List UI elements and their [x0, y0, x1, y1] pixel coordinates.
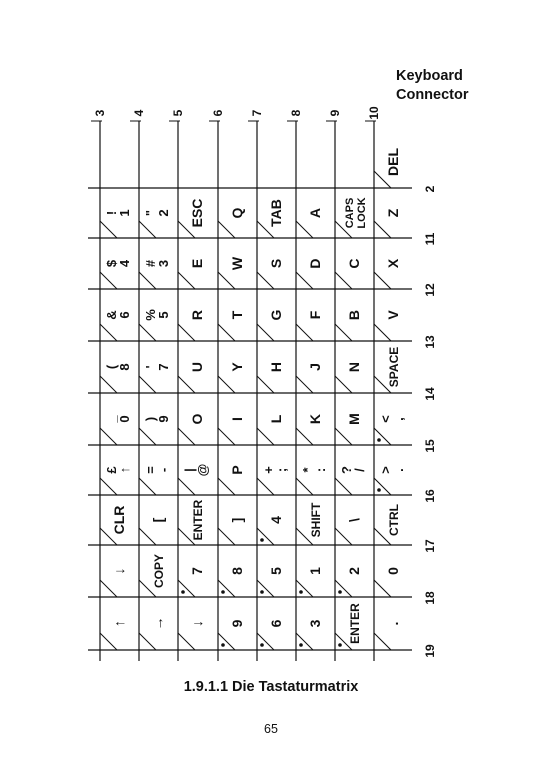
row-pin-label-19: 19: [423, 644, 437, 658]
key-switch-r6-c0: [100, 478, 117, 495]
key-label-r9-c1: →: [150, 616, 166, 631]
key-switch-r2-c4: [257, 272, 274, 289]
key-switch-r2-c6: [335, 272, 352, 289]
key-diode-dot-r6-c7: [377, 488, 381, 492]
key-label-top-r2-c0: $: [104, 259, 119, 268]
key-switch-r9-c3: [218, 633, 235, 650]
key-diode-dot-r8-c5: [299, 590, 303, 594]
key-label-bottom-r3-c1: 5: [156, 311, 171, 319]
key-switch-r8-c3: [218, 580, 235, 597]
key-switch-r6-c2: [178, 478, 195, 495]
key-switch-r4-c6: [335, 376, 352, 393]
key-label-bottom-r1-c0: 1: [117, 209, 132, 217]
key-switch-r8-c4: [257, 580, 274, 597]
key-switch-r3-c7: [374, 324, 391, 341]
key-label-bottom-r1-c1: 2: [156, 209, 171, 217]
key-label-r8-c5: 1: [307, 567, 323, 575]
key-label-r8-c7: 0: [385, 567, 401, 575]
key-diode-dot-r8-c4: [260, 590, 264, 594]
key-label-top-r6-c2: |: [182, 468, 197, 472]
key-label-r5-c4: L: [268, 414, 284, 424]
connector-label-line-1: Keyboard: [396, 68, 463, 84]
key-label-r4-c3: Y: [229, 362, 245, 372]
row-pin-label-14: 14: [423, 387, 437, 401]
key-switch-r5-c5: [296, 428, 313, 445]
key-switch-r7-c4: [257, 528, 274, 545]
key-label-bottom-r6-c4: ;: [274, 467, 289, 473]
key-label-top-r3-c1: %: [143, 309, 158, 321]
key-diode-dot-r9-c5: [299, 643, 303, 647]
key-label-r5-c2: O: [189, 413, 205, 425]
key-label-r2-c3: W: [229, 256, 245, 271]
key-diode-dot-r7-c4: [260, 538, 264, 542]
key-label-bottom-r6-c1: -: [156, 467, 171, 473]
key-switch-r6-c7: [374, 478, 391, 495]
key-label-r2-c7: X: [385, 258, 401, 269]
key-switch-r3-c2: [178, 324, 195, 341]
key-switch-r5-c1: [139, 428, 156, 445]
key-label-r0-c7: DEL: [385, 148, 401, 176]
key-diode-dot-r9-c4: [260, 643, 264, 647]
key-label-r9-c4: 6: [268, 619, 284, 628]
key-switch-r5-c0: [100, 428, 117, 445]
page-number: 65: [264, 722, 278, 736]
key-label-r7-c5: SHIFT: [309, 502, 323, 538]
key-switch-r2-c1: [139, 272, 156, 289]
key-switch-r2-c5: [296, 272, 313, 289]
key-label-r8-c2: 7: [189, 567, 205, 575]
key-diode-dot-r5-c7: [377, 438, 381, 442]
key-switch-r1-c0: [100, 221, 117, 238]
key-label-bottom-r6-c6: /: [352, 468, 367, 472]
key-switch-r5-c6: [335, 428, 352, 445]
key-label-r1-c3: Q: [229, 207, 245, 219]
key-label-bottom-r6-c5: :: [313, 467, 328, 473]
key-switch-r7-c3: [218, 528, 235, 545]
key-label-top-r4-c0: (: [104, 364, 119, 370]
key-switch-r5-c3: [218, 428, 235, 445]
key-switch-r4-c5: [296, 376, 313, 393]
key-label-r1-c4: TAB: [268, 199, 284, 227]
key-switch-r9-c4: [257, 633, 274, 650]
key-label-r4-c6: N: [346, 361, 362, 373]
key-label-top-r4-c1: ': [143, 365, 158, 369]
key-label-r3-c5: F: [307, 310, 323, 320]
key-label-bottom-r6-c2: @: [195, 463, 210, 477]
key-label-top-r6-c1: =: [143, 466, 158, 474]
column-pin-label-4: 4: [132, 109, 146, 117]
column-pin-label-10: 10: [367, 106, 381, 120]
key-label-r9-c3: 9: [229, 619, 245, 628]
key-label-bottom-r2-c0: 4: [117, 259, 132, 268]
key-switch-r9-c0: [100, 633, 117, 650]
key-label-top-r2-c1: #: [143, 259, 158, 268]
column-pin-label-8: 8: [289, 109, 303, 117]
key-label-bottom-r4-c0: 8: [117, 363, 132, 371]
key-switch-r3-c5: [296, 324, 313, 341]
key-label-r2-c2: E: [189, 258, 205, 269]
key-label-r7-c6: \: [346, 518, 362, 522]
key-label-r4-c4: H: [268, 361, 284, 373]
key-label-top-r1-c0: !: [104, 210, 119, 216]
key-label-bottom-r5-c7: ,: [391, 417, 406, 421]
key-label-top-r6-c6: ?: [339, 466, 354, 474]
key-switch-r1-c7: [374, 221, 391, 238]
key-switch-r7-c1: [139, 528, 156, 545]
key-switch-r6-c3: [218, 478, 235, 495]
key-switch-r8-c5: [296, 580, 313, 597]
row-pin-label-15: 15: [423, 439, 437, 453]
key-label-r8-c3: 8: [229, 567, 245, 575]
key-switch-r1-c5: [296, 221, 313, 238]
key-label-top-r5-c1: ): [143, 416, 158, 422]
column-pin-label-9: 9: [328, 109, 342, 117]
column-pin-label-7: 7: [250, 109, 264, 117]
key-label-r4-c7: SPACE: [387, 346, 401, 388]
key-switch-r8-c0: [100, 580, 117, 597]
key-switch-r4-c4: [257, 376, 274, 393]
key-switch-r5-c2: [178, 428, 195, 445]
key-switch-r8-c2: [178, 580, 195, 597]
key-label-r2-c5: D: [307, 258, 323, 269]
key-switch-r4-c1: [139, 376, 156, 393]
key-label-top-r6-c5: *: [300, 467, 315, 473]
key-label-top-r5-c7: <: [378, 415, 393, 423]
key-label-r7-c3: ]: [229, 517, 245, 523]
column-pin-label-6: 6: [211, 109, 225, 117]
key-label-top-r6-c7: >: [378, 466, 393, 474]
key-switch-r4-c0: [100, 376, 117, 393]
key-label-r9-c5: 3: [307, 619, 323, 628]
key-label-r9-c6: ENTER: [348, 603, 362, 644]
key-switch-r8-c7: [374, 580, 391, 597]
key-switch-r3-c1: [139, 324, 156, 341]
key-label-top-r5-c0: _: [104, 415, 119, 423]
key-label-r3-c3: T: [229, 310, 245, 320]
row-pin-label-12: 12: [423, 283, 437, 297]
key-diode-dot-r9-c6: [338, 643, 342, 647]
key-diode-dot-r8-c6: [338, 590, 342, 594]
key-label-r7-c2: ENTER: [191, 499, 205, 541]
column-pin-label-3: 3: [93, 109, 107, 117]
key-label-bottom-r2-c1: 3: [156, 259, 171, 268]
figure-caption: 1.9.1.1 Die Tastaturmatrix: [183, 679, 359, 695]
key-label-top-r6-c4: +: [261, 466, 276, 474]
key-label-r8-c0: ↓: [111, 567, 127, 575]
key-label-r7-c0: CLR: [111, 505, 127, 535]
key-label-r1-c7: Z: [385, 208, 401, 218]
key-switch-r6-c1: [139, 478, 156, 495]
key-label-bottom-r6-c7: .: [391, 468, 406, 472]
key-label-bottom-r5-c0: 0: [117, 415, 132, 423]
row-pin-label-2: 2: [423, 185, 437, 193]
key-label-bottom-r3-c0: 6: [117, 311, 132, 319]
key-switch-r3-c3: [218, 324, 235, 341]
key-label-r6-c3: P: [229, 465, 245, 475]
row-pin-label-16: 16: [423, 489, 437, 503]
key-label-r8-c1: COPY: [152, 553, 166, 589]
key-label-bottom-r6-c0: ↑: [117, 466, 132, 474]
connector-label-line-2: Connector: [396, 87, 469, 103]
key-label-top-r3-c0: &: [104, 310, 119, 320]
key-switch-r9-c2: [178, 633, 195, 650]
key-switch-r2-c2: [178, 272, 195, 289]
key-switch-r1-c3: [218, 221, 235, 238]
key-label-r9-c2: ↓: [189, 620, 205, 627]
key-label-bottom-r5-c1: 9: [156, 415, 171, 423]
key-label-top-r1-c1: ": [143, 209, 158, 217]
key-label-r4-c5: J: [307, 363, 323, 371]
key-switch-r9-c1: [139, 633, 156, 650]
row-pin-label-17: 17: [423, 539, 437, 553]
key-diode-dot-r9-c3: [221, 643, 225, 647]
key-label-r3-c2: R: [189, 309, 205, 321]
key-label-r2-c6: C: [346, 258, 362, 269]
key-label-r5-c6: M: [346, 413, 362, 425]
key-label-bottom-r4-c1: 7: [156, 363, 171, 371]
key-switch-r6-c5: [296, 478, 313, 495]
key-label-r2-c4: S: [268, 258, 284, 269]
key-label-r1-c5: A: [307, 207, 323, 219]
key-label-r8-c6: 2: [346, 567, 362, 575]
key-label-r7-c7: CTRL: [387, 504, 401, 536]
key-label-r8-c4: 5: [268, 567, 284, 575]
row-pin-label-13: 13: [423, 335, 437, 349]
key-switch-r9-c7: [374, 633, 391, 650]
row-pin-label-11: 11: [423, 232, 437, 246]
key-switch-r5-c4: [257, 428, 274, 445]
key-switch-r3-c6: [335, 324, 352, 341]
key-label-r9-c7: .: [385, 621, 401, 626]
key-switch-r2-c0: [100, 272, 117, 289]
key-label-r4-c2: U: [189, 361, 205, 373]
key-switch-r6-c4: [257, 478, 274, 495]
key-label-r1-c2: ESC: [189, 198, 205, 228]
key-label-r7-c4: 4: [268, 516, 284, 524]
key-switch-r9-c5: [296, 633, 313, 650]
key-switch-r2-c3: [218, 272, 235, 289]
column-pin-label-5: 5: [171, 109, 185, 117]
key-label-bottom-r1-c6: LOCK: [356, 197, 368, 229]
key-switch-r8-c6: [335, 580, 352, 597]
key-label-r5-c5: K: [307, 413, 323, 425]
key-diode-dot-r8-c3: [221, 590, 225, 594]
key-switch-r3-c4: [257, 324, 274, 341]
key-switch-r6-c6: [335, 478, 352, 495]
key-switch-r4-c3: [218, 376, 235, 393]
key-label-r3-c6: B: [346, 309, 362, 321]
key-label-r3-c4: G: [268, 309, 284, 321]
key-label-top-r6-c0: £: [104, 466, 119, 474]
key-label-r5-c3: I: [229, 417, 245, 421]
key-switch-r7-c6: [335, 528, 352, 545]
key-switch-r1-c1: [139, 221, 156, 238]
key-switch-r4-c2: [178, 376, 195, 393]
key-switch-r2-c7: [374, 272, 391, 289]
key-label-r7-c1: [: [150, 517, 166, 523]
row-pin-label-18: 18: [423, 591, 437, 605]
key-label-r9-c0: ↑: [111, 620, 127, 627]
key-diode-dot-r8-c2: [181, 590, 185, 594]
key-label-r3-c7: V: [385, 310, 401, 320]
key-switch-r3-c0: [100, 324, 117, 341]
key-switch-r5-c7: [374, 428, 391, 445]
key-label-top-r1-c6: CAPS: [344, 197, 356, 229]
